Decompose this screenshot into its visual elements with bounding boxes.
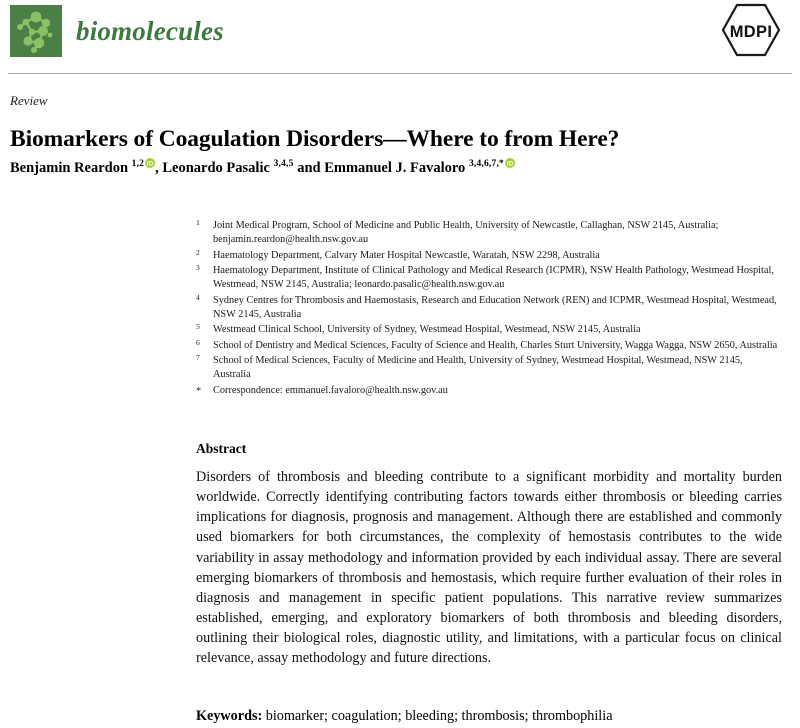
author-affiliation-marker: 3,4,6,7,* xyxy=(468,159,504,170)
affiliation-list xyxy=(196,219,782,399)
journal-title: biomolecules xyxy=(76,15,224,46)
affiliation-item xyxy=(196,264,782,292)
affiliation-text: School of Medical Sciences, Faculty of Medicine and Health, University of Sydney, Westmead Hospital, Westmead, NSW 2145, Australia xyxy=(213,355,743,380)
page-header xyxy=(0,0,800,74)
affiliation-item xyxy=(196,219,782,247)
affiliation-marker: 5 xyxy=(196,322,200,331)
author-name: Emmanuel J. Favaloro xyxy=(324,160,466,176)
affiliation-marker: 4 xyxy=(196,292,200,302)
author-name: Benjamin Reardon xyxy=(10,160,129,176)
svg-text:MDPI: MDPI xyxy=(729,23,773,41)
journal-branding[interactable] xyxy=(10,5,224,57)
affiliation-item xyxy=(196,249,782,263)
author-separator: and xyxy=(293,160,325,176)
affiliation-text: Haematology Department, Institute of Clinical Pathology and Medical Research (ICPMR), NSW Health Pathology, Westmead Hospital, Westmead, NSW 2145, Australia; leonardo.pasalic@health.nsw.gov.au xyxy=(213,265,774,290)
svg-text:iD: iD xyxy=(506,160,514,168)
affiliation-item xyxy=(196,294,782,322)
header-divider xyxy=(8,73,792,74)
author-entry[interactable] xyxy=(162,160,293,176)
abstract-body: Disorders of thrombosis and bleeding contribute to a significant morbidity and mortality burden worldwide. Correctly identifying contributing factors towards either thrombosis or bleeding carries implications for diagnosis, prognosis and management. Although there are established and commonly used biomarkers for both circumstances, the complexity of hemostasis contributes to the wide variability in assay methodology and information provided by each individual assay. There are several emerging biomarkers of thrombosis and hemostasis, which require further evaluation of their roles in diagnosis and management in specific patient populations. This narrative review summarizes established, emerging, and exploratory biomarkers of both thrombosis and bleeding disorders, outlining their biological roles, diagnostic utility, and limitations, with a particular focus on clinical relevance, assay methodology and future directions. xyxy=(196,469,782,667)
orcid-icon[interactable] xyxy=(145,158,155,168)
author-entry[interactable] xyxy=(324,160,515,176)
author-list xyxy=(10,158,780,178)
affiliation-text: School of Dentistry and Medical Sciences, Faculty of Science and Health, Charles Sturt University, Wagga Wagga, NSW 2650, Australia xyxy=(213,339,778,351)
affiliation-marker: 3 xyxy=(196,263,200,272)
affiliation-marker: 6 xyxy=(196,337,200,347)
author-name: Leonardo Pasalic xyxy=(162,160,270,176)
correspondence-text[interactable]: Correspondence: emmanuel.favaloro@health.nsw.gov.au xyxy=(213,384,448,396)
affiliation-item xyxy=(196,354,782,382)
abstract-heading: Abstract xyxy=(196,441,247,456)
svg-text:iD: iD xyxy=(146,160,154,168)
correspondence-marker: * xyxy=(196,385,202,397)
mdpi-logo-icon[interactable] xyxy=(720,2,782,58)
author-affiliation-marker: 3,4,5 xyxy=(273,159,294,170)
affiliation-text: Westmead Clinical School, University of Sydney, Westmead Hospital, Westmead, NSW 2145, Australia xyxy=(213,324,641,335)
keywords-label: Keywords: xyxy=(196,708,263,724)
affiliation-item xyxy=(196,323,782,337)
keywords-values: biomarker; coagulation; bleeding; thrombosis; thrombophilia xyxy=(262,708,613,724)
author-separator: , xyxy=(155,160,163,176)
author-affiliation-marker: 1,2 xyxy=(131,159,145,170)
affiliation-marker: 2 xyxy=(196,247,200,257)
page-title: Biomarkers of Coagulation Disorders—Where to from Here? xyxy=(10,125,620,152)
orcid-icon[interactable] xyxy=(505,158,515,168)
affiliation-text: Joint Medical Program, School of Medicine and Public Health, University of Newcastle, Callaghan, NSW 2145, Australia; benjamin.reardon@health.nsw.gov.au xyxy=(213,220,719,245)
abstract-section xyxy=(196,441,782,669)
affiliation-text: Haematology Department, Calvary Mater Hospital Newcastle, Waratah, NSW 2298, Australia xyxy=(213,249,600,261)
author-entry[interactable] xyxy=(10,160,155,176)
correspondence-item xyxy=(196,384,782,398)
affiliation-marker: 7 xyxy=(196,353,200,362)
affiliation-marker: 1 xyxy=(196,218,200,227)
affiliation-text: Sydney Centres for Thrombosis and Haemostasis, Research and Education Network (REN) and ICPMR, Westmead Hospital, Westmead, NSW 2145, Australia xyxy=(213,294,777,320)
affiliation-item xyxy=(196,339,782,353)
keywords-line xyxy=(196,707,782,727)
article-type-label: Review xyxy=(10,93,48,108)
molecule-logo-icon xyxy=(10,5,62,57)
